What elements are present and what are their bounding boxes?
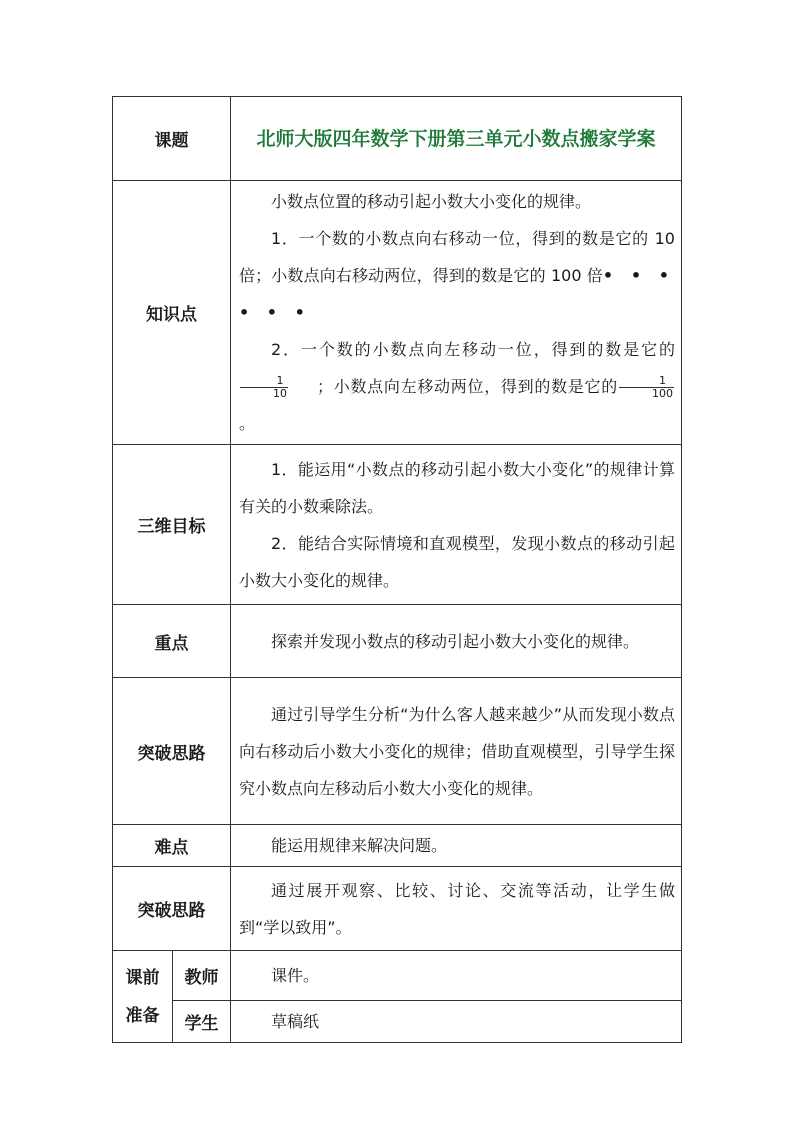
fraction-one-hundredth — [619, 375, 674, 400]
key-point-content — [231, 605, 682, 678]
difficulty-label: 难点 — [113, 825, 231, 867]
key-point-text: 探索并发现小数点的移动引起小数大小变化的规律。 — [271, 631, 640, 651]
knowledge-intro: 小数点位置的移动引起小数大小变化的规律。 — [271, 192, 592, 211]
goals-content — [231, 445, 682, 605]
student-text: 草稿纸 — [271, 1012, 320, 1031]
breakthrough-2-content — [231, 867, 682, 951]
prep-label-line-2: 准备 — [125, 1005, 160, 1026]
breakthrough-1-content — [231, 678, 682, 825]
knowledge-point-2-text-a: 2．一个数的小数点向左移动一位，得到的数是它的 — [271, 340, 675, 359]
prep-label — [113, 951, 173, 1043]
fraction-numerator: 1 — [240, 375, 288, 388]
difficulty-text: 能运用规律来解决问题。 — [271, 836, 448, 855]
key-point-label: 重点 — [113, 605, 231, 678]
row-title — [113, 97, 682, 181]
knowledge-point-1 — [239, 220, 675, 331]
breakthrough-2-label: 突破思路 — [113, 867, 231, 951]
lesson-title: 北师大版四年数学下册第三单元小数点搬家学案 — [231, 97, 682, 181]
knowledge-content — [231, 181, 682, 445]
breakthrough-2-text: 通过展开观察、比较、讨论、交流等活动，让学生做到“学以致用”。 — [239, 880, 675, 937]
teacher-text: 课件。 — [271, 966, 320, 985]
lesson-plan-table — [112, 96, 682, 1043]
knowledge-label: 知识点 — [113, 181, 231, 445]
goals-label: 三维目标 — [113, 445, 231, 605]
fraction-denominator: 100 — [652, 387, 673, 400]
row-goals — [113, 445, 682, 605]
fraction-numerator: 1 — [619, 375, 674, 388]
knowledge-point-2 — [239, 331, 675, 442]
row-difficulty — [113, 825, 682, 867]
fraction-one-tenth — [240, 375, 288, 400]
goal-2: 2．能结合实际情境和直观模型，发现小数点的移动引起小数大小变化的规律。 — [239, 533, 675, 590]
breakthrough-1-text: 通过引导学生分析“为什么客人越来越少”从而发现小数点向右移动后小数大小变化的规律；借助直观模型，引导学生探究小数点向左移动后小数大小变化的规律。 — [239, 704, 675, 798]
row-key-point — [113, 605, 682, 678]
knowledge-point-2-text-b: ；小数点向左移动两位，得到的数是它的 — [317, 377, 618, 396]
row-knowledge — [113, 181, 682, 445]
knowledge-point-1-text: 1．一个数的小数点向右移动一位，得到的数是它的 10 倍；小数点向右移动两位，得到的数是它的 100 倍 — [239, 229, 675, 285]
goal-1: 1．能运用“小数点的移动引起小数大小变化”的规律计算有关的小数乘除法。 — [239, 459, 675, 516]
teacher-label: 教师 — [173, 951, 231, 1001]
prep-label-line-1: 课前 — [125, 967, 160, 988]
emphasis-dots: • • • • • • — [239, 266, 675, 322]
row-prep-student — [113, 1001, 682, 1043]
teacher-content — [231, 951, 682, 1001]
difficulty-content — [231, 825, 682, 867]
title-label: 课题 — [113, 97, 231, 181]
fraction-denominator: 10 — [273, 387, 287, 400]
row-prep-teacher — [113, 951, 682, 1001]
breakthrough-1-label: 突破思路 — [113, 678, 231, 825]
row-breakthrough-1 — [113, 678, 682, 825]
student-label: 学生 — [173, 1001, 231, 1043]
row-breakthrough-2 — [113, 867, 682, 951]
student-content — [231, 1001, 682, 1043]
knowledge-point-2-end: 。 — [239, 414, 256, 433]
